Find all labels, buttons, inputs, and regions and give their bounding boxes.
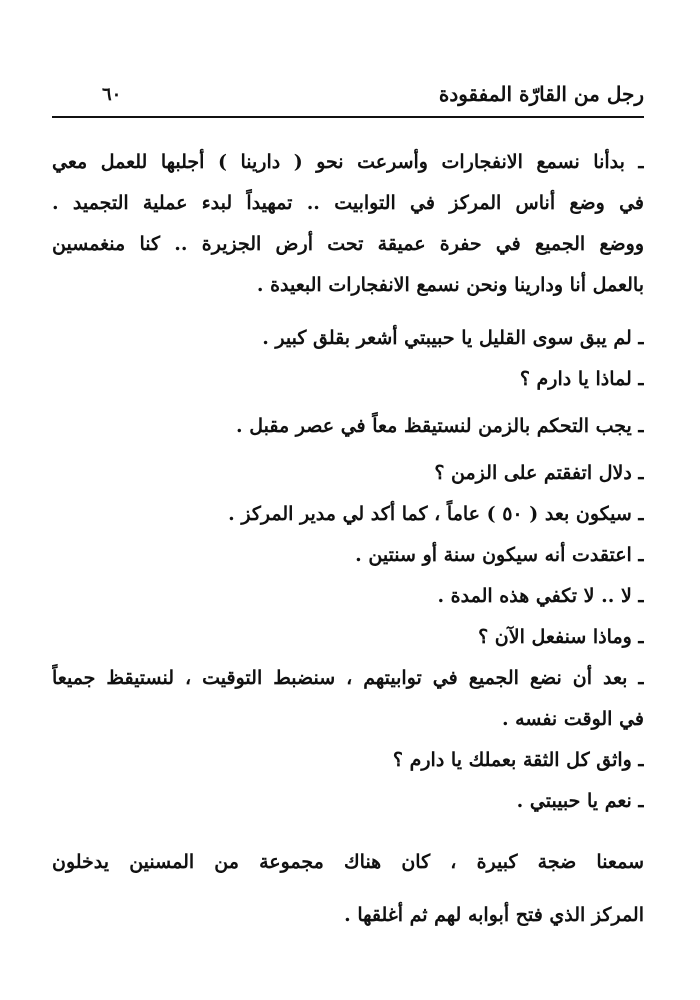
paragraph-1-line-3: ووضع الجميع في حفرة عميقة تحت أرض الجزيرة .. كنا منغمسين — [52, 233, 644, 255]
dialogue-line-4: ـ دلال اتفقتم على الزمن ؟ — [434, 462, 644, 484]
dialogue-line-9b: في الوقت نفسه . — [501, 708, 644, 730]
body-text — [52, 142, 644, 936]
paragraph-1-line-4: بالعمل أنا ودارينا ونحن نسمع الانفجارات البعيدة . — [256, 274, 644, 296]
dialogue-line-10: ـ واثق كل الثقة بعملك يا دارم ؟ — [392, 749, 644, 771]
paragraph-2-line-2: المركز الذي فتح أبوابه لهم ثم أغلقها . — [344, 904, 644, 926]
running-title: رجل من القارّة المفقودة — [438, 82, 644, 106]
paragraph-1-line-1: ـ بدأنا نسمع الانفجارات وأسرعت نحو ( دارينا ) أجلبها للعمل معي — [52, 151, 644, 173]
dialogue-line-7: ـ لا .. لا تكفي هذه المدة . — [437, 585, 644, 607]
dialogue-line-9a: ـ بعد أن نضع الجميع في توابيتهم ، سنضبط التوقيت ، لنستيقظ جميعاً — [52, 667, 644, 689]
dialogue-line-5: ـ سيكون بعد ( ٥٠ ) عاماً ، كما أكد لي مدير المركز . — [228, 503, 644, 525]
page-number: ٦٠ — [102, 84, 122, 105]
dialogue-line-8: ـ وماذا سنفعل الآن ؟ — [478, 626, 644, 648]
dialogue-line-3: ـ يجب التحكم بالزمن لنستيقظ معاً في عصر مقبل . — [236, 415, 644, 437]
page-header — [52, 80, 644, 114]
dialogue-line-2: ـ لماذا يا دارم ؟ — [519, 368, 644, 390]
paragraph-2-line-1: سمعنا ضجة كبيرة ، كان هناك مجموعة من المسنين يدخلون — [52, 851, 644, 873]
dialogue-line-1: ـ لم يبق سوى القليل يا حبيبتي أشعر بقلق كبير . — [262, 327, 644, 349]
dialogue-line-11: ـ نعم يا حبيبتي . — [516, 790, 644, 812]
dialogue-line-6: ـ اعتقدت أنه سيكون سنة أو سنتين . — [355, 544, 644, 566]
header-rule — [52, 116, 644, 118]
paragraph-1-line-2: في وضع أناس المركز في التوابيت .. تمهيداً لبدء عملية التجميد . — [52, 192, 644, 214]
